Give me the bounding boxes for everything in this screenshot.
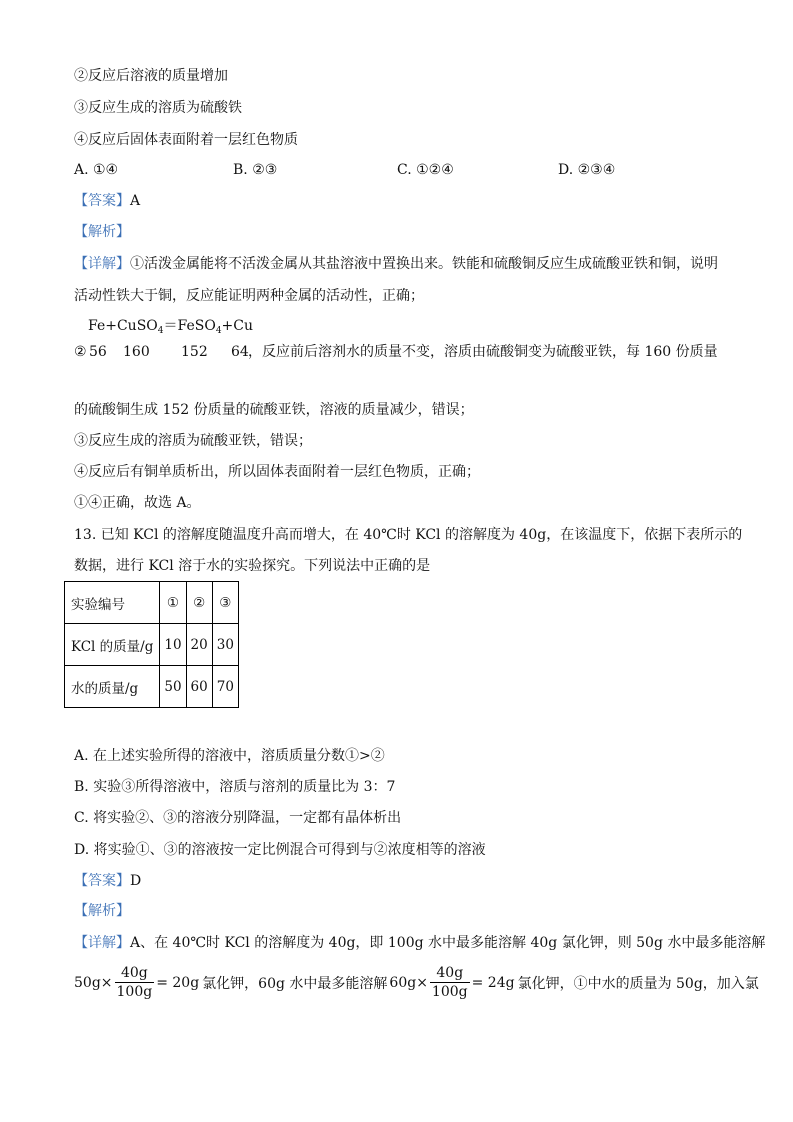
option-d: D. ②③④ [558, 162, 616, 178]
text-line: ④反应后固体表面附着一层红色物质 [74, 132, 298, 148]
calc-result: = 20g [156, 974, 200, 991]
table-header: ② [186, 582, 212, 624]
analysis-tag: 【解析】 [74, 224, 130, 240]
answer-tag: 【答案】 [74, 873, 130, 889]
q13-option-d: D. 将实验①、③的溶液按一定比例混合可得到与②浓度相等的溶液 [74, 842, 486, 858]
eq-part: ＝FeSO [163, 318, 216, 334]
fraction-numerator: 40g [115, 964, 155, 983]
mass-value: 152 [181, 344, 208, 360]
mass-text: ，反应前后溶剂水的质量不变，溶质由硫酸铜变为硫酸亚铁，每 160 份质量 [248, 344, 718, 360]
fraction [430, 964, 470, 1001]
answer-line [74, 871, 141, 891]
table-row [65, 666, 239, 708]
experiment-table [64, 581, 239, 708]
eq-part: Fe+CuSO [88, 318, 158, 334]
chemical-equation [88, 316, 253, 341]
table-cell: 10 [160, 624, 186, 666]
calculation-line [74, 964, 759, 1001]
table-cell: 水的质量/g [65, 666, 160, 708]
table-cell: 70 [212, 666, 238, 708]
table-row [65, 582, 239, 624]
calc-text: 氯化钾，60g 水中最多能溶解 [202, 975, 388, 992]
answer-tag: 【答案】 [74, 193, 130, 209]
text-line: ③反应生成的溶质为硫酸铁 [74, 100, 242, 116]
analysis-tag: 【解析】 [74, 903, 130, 919]
detail-line: 的硫酸铜生成 152 份质量的硫酸亚铁，溶液的质量减少，错误； [74, 402, 474, 418]
table-cell: 30 [212, 624, 238, 666]
question-stem: 13. 已知 KCl 的溶解度随温度升高而增大，在 40℃时 KCl 的溶解度为 40g，在该温度下，依据下表所示的 [74, 527, 743, 543]
calc-term: 60g [389, 974, 417, 991]
calc-result: = 24g [471, 974, 515, 991]
times-sign: × [416, 974, 428, 991]
option-b: B. ②③ [233, 162, 278, 178]
detail-text: A、在 40℃时 KCl 的溶解度为 40g，即 100g 水中最多能溶解 40g 氯化钾，则 50g 水中最多能溶解 [130, 935, 766, 951]
detail-line [74, 254, 718, 274]
q13-option-b: B. 实验③所得溶液中，溶质与溶剂的质量比为 3：7 [74, 779, 396, 795]
answer-value: D [130, 873, 142, 889]
detail-line: ①④正确，故选 A。 [74, 495, 201, 511]
table-header: ③ [212, 582, 238, 624]
mass-value: 56 [89, 344, 107, 360]
eq-sub: 4 [157, 326, 164, 336]
table-cell: 60 [186, 666, 212, 708]
option-a: A. ①④ [74, 162, 119, 178]
fraction-denominator: 100g [116, 984, 153, 1000]
option-c: C. ①②④ [397, 162, 454, 178]
eq-part: +Cu [221, 318, 254, 334]
table-cell: KCl 的质量/g [65, 624, 160, 666]
detail-line: 活动性铁大于铜，反应能证明两种金属的活动性，正确； [74, 288, 424, 304]
eq-sub: 4 [215, 326, 222, 336]
question-stem: 数据，进行 KCl 溶于水的实验探究。下列说法中正确的是 [74, 558, 431, 574]
detail-tag: 【详解】 [74, 256, 130, 272]
fraction-denominator: 100g [431, 984, 468, 1000]
answer-line [74, 191, 140, 211]
detail-line: ④反应后有铜单质析出，所以固体表面附着一层红色物质，正确； [74, 464, 480, 480]
answer-value: A [130, 193, 141, 209]
fraction-numerator: 40g [430, 964, 470, 983]
mass-line [74, 342, 87, 362]
detail-line: ③反应生成的溶质为硫酸亚铁，错误； [74, 433, 312, 449]
q13-option-c: C. 将实验②、③的溶液分别降温，一定都有晶体析出 [74, 810, 402, 826]
detail-text: ①活泼金属能将不活泼金属从其盐溶液中置换出来。铁能和硫酸铜反应生成硫酸亚铁和铜，说明 [130, 256, 718, 272]
table-row [65, 624, 239, 666]
mass-value: 64 [231, 344, 249, 360]
mass-prefix: ② [74, 344, 87, 360]
table-header: ① [160, 582, 186, 624]
times-sign: × [100, 974, 113, 991]
table-cell: 50 [160, 666, 186, 708]
table-cell: 20 [186, 624, 212, 666]
calc-text: 氯化钾，①中水的质量为 50g，加入氯 [517, 975, 759, 992]
mass-value: 160 [123, 344, 150, 360]
q13-option-a: A. 在上述实验所得的溶液中，溶质质量分数①>② [74, 748, 385, 764]
detail-line [74, 933, 765, 953]
detail-tag: 【详解】 [74, 935, 130, 951]
fraction [115, 964, 155, 1001]
text-line: ②反应后溶液的质量增加 [74, 68, 228, 84]
calc-term: 50g [74, 974, 101, 991]
table-header: 实验编号 [65, 582, 160, 624]
